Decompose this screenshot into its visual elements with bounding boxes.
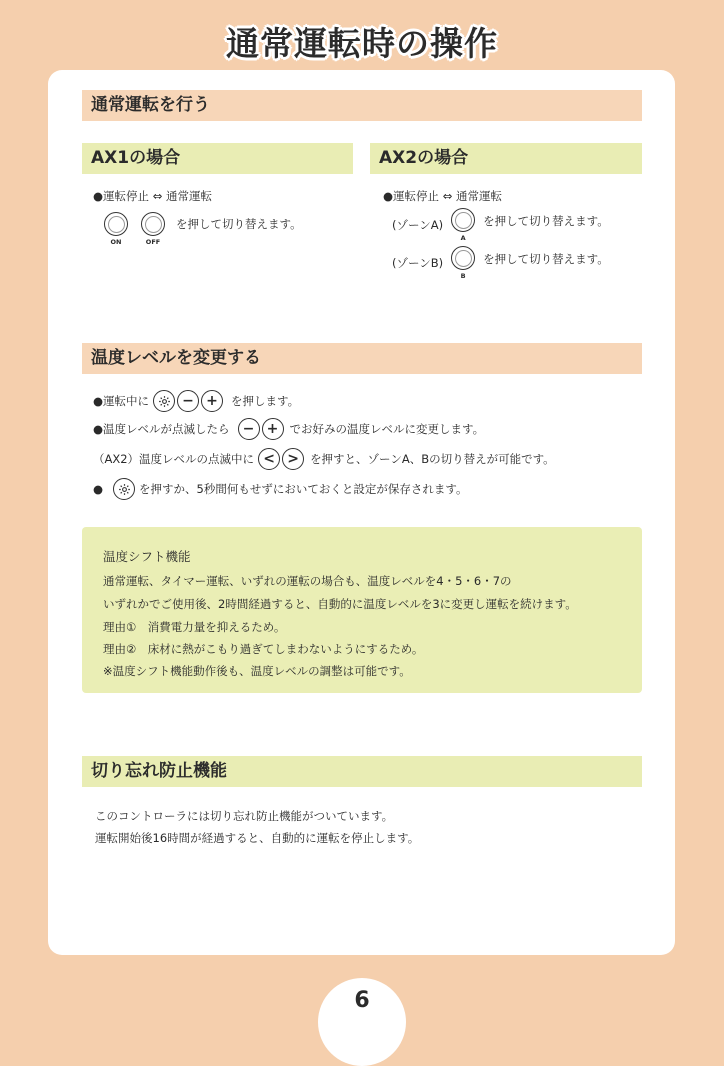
- gear-button[interactable]: [113, 478, 135, 500]
- zone-a-button[interactable]: [451, 208, 475, 242]
- temp-line-2: [93, 418, 484, 440]
- temp-line-4-suffix: を押すか、5秒間何もせずにおいておくと設定が保存されます。: [139, 482, 468, 496]
- minus-button[interactable]: [238, 418, 260, 440]
- power-button-icon: [104, 212, 128, 236]
- plus-button[interactable]: [262, 418, 284, 440]
- gear-icon: [158, 395, 171, 408]
- section-heading-temp: 温度レベルを変更する: [82, 343, 642, 374]
- right-button[interactable]: [282, 448, 304, 470]
- temp-shift-box: [82, 527, 642, 693]
- plus-button[interactable]: [201, 390, 223, 412]
- power-button-icon: [141, 212, 165, 236]
- temp-line-2-suffix: でお好みの温度レベルに変更します。: [289, 422, 485, 436]
- chevron-right-icon: >: [287, 451, 299, 467]
- ax2-zone-a-row: [392, 208, 609, 242]
- page-title: 通常運転時の操作: [226, 24, 498, 63]
- zone-b-label: (ゾーンB): [392, 256, 444, 270]
- gear-button[interactable]: [153, 390, 175, 412]
- power-button-icon: [451, 246, 475, 270]
- zone-a-button-label: A: [460, 234, 466, 242]
- temp-line-3-prefix: （AX2）温度レベルの点滅中に: [93, 452, 255, 466]
- gear-icon: [118, 483, 131, 496]
- offprevent-line-1: このコントローラには切り忘れ防止機能がついています。: [95, 809, 394, 823]
- temp-line-3: [93, 448, 555, 470]
- plus-icon: +: [266, 421, 279, 437]
- shift-box-line-4: 理由② 床材に熱がこもり過ぎてしまわないようにするため。: [103, 642, 424, 656]
- ax1-line: ●運転停止 ⇔ 通常運転: [93, 189, 212, 203]
- shift-box-title: 温度シフト機能: [103, 549, 191, 564]
- off-button[interactable]: [141, 212, 165, 246]
- ax1-heading: AX1の場合: [82, 143, 353, 174]
- page-number: 6: [354, 988, 370, 1013]
- off-label: OFF: [145, 238, 161, 246]
- plus-icon: +: [206, 393, 218, 409]
- ax1-buttons-row: [104, 212, 302, 246]
- ax2-line: ●運転停止 ⇔ 通常運転: [383, 189, 502, 203]
- zone-b-button[interactable]: [451, 246, 475, 280]
- chevron-left-icon: <: [263, 451, 275, 467]
- minus-icon: −: [182, 393, 194, 409]
- temp-line-3-suffix: を押すと、ゾーンA、Bの切り替えが可能です。: [310, 452, 555, 466]
- zone-a-instruction: を押して切り替えます。: [483, 214, 609, 228]
- section-heading-offprevent: 切り忘れ防止機能: [82, 756, 642, 787]
- minus-icon: −: [242, 421, 255, 437]
- shift-box-line-3: 理由① 消費電力量を抑えるため。: [103, 620, 286, 634]
- section-heading-normal: 通常運転を行う: [82, 90, 642, 121]
- power-button-icon: [451, 208, 475, 232]
- minus-button[interactable]: [177, 390, 199, 412]
- on-label: ON: [110, 238, 122, 246]
- ax2-heading: AX2の場合: [370, 143, 642, 174]
- shift-box-line-5: ※温度シフト機能動作後も、温度レベルの調整は可能です。: [103, 664, 411, 678]
- temp-line-1-suffix: を押します。: [231, 394, 300, 408]
- temp-line-4: [93, 478, 467, 500]
- zone-a-label: (ゾーンA): [392, 218, 444, 232]
- shift-box-line-1: 通常運転、タイマー運転、いずれの運転の場合も、温度レベルを4・5・6・7の: [103, 574, 512, 588]
- left-button[interactable]: [258, 448, 280, 470]
- zone-b-instruction: を押して切り替えます。: [483, 252, 609, 266]
- temp-line-4-prefix: ●: [93, 482, 104, 496]
- temp-line-1: [93, 390, 299, 412]
- temp-line-1-prefix: ●運転中に: [93, 394, 150, 408]
- temp-line-2-prefix: ●温度レベルが点滅したら: [93, 422, 230, 436]
- on-button[interactable]: [104, 212, 128, 246]
- ax2-zone-b-row: [392, 246, 609, 280]
- offprevent-line-2: 運転開始後16時間が経過すると、自動的に運転を停止します。: [95, 831, 420, 845]
- shift-box-line-2: いずれかでご使用後、2時間経過すると、自動的に温度レベルを3に変更し運転を続けます。: [103, 597, 577, 611]
- ax1-instruction: を押して切り替えます。: [176, 217, 302, 231]
- zone-b-button-label: B: [460, 272, 466, 280]
